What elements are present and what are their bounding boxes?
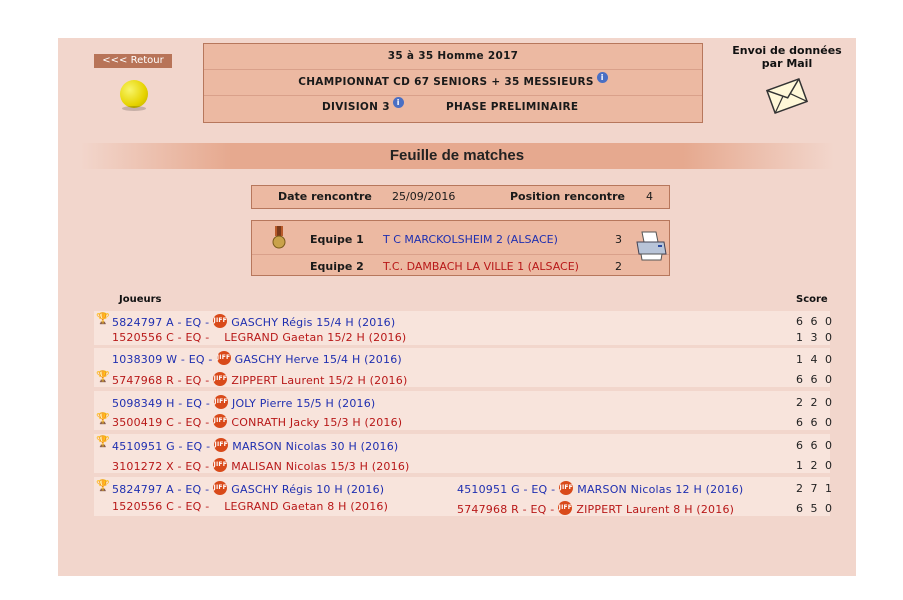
player-2[interactable]: 3500419 C - EQ - JIFF CONRATH Jacky 15/3 H (2016) bbox=[112, 416, 403, 429]
team1-name[interactable]: T C MARCKOLSHEIM 2 (ALSACE) bbox=[383, 233, 558, 246]
trophy-icon: 🏆 bbox=[96, 412, 110, 425]
section-title: Feuille de matches bbox=[80, 143, 834, 169]
score-2: 6 6 0 bbox=[796, 416, 834, 429]
date-value: 25/09/2016 bbox=[392, 190, 456, 203]
trophy-icon: 🏆 bbox=[96, 370, 110, 383]
team1-label: Equipe 1 bbox=[310, 233, 364, 246]
team1-score: 3 bbox=[615, 233, 622, 246]
teams-box bbox=[251, 220, 670, 276]
date-label: Date rencontre bbox=[278, 190, 372, 203]
score-2: 1 3 0 bbox=[796, 331, 834, 344]
player-1[interactable]: 4510951 G - EQ - JIFF MARSON Nicolas 30 H (2016) bbox=[112, 440, 399, 453]
division-label: DIVISION 3 bbox=[322, 101, 390, 113]
player-1[interactable]: 5098349 H - EQ - JIFF JOLY Pierre 15/5 H (2016) bbox=[112, 397, 376, 410]
info-icon[interactable]: i bbox=[597, 72, 608, 83]
phase-label: PHASE PRELIMINAIRE bbox=[446, 101, 579, 113]
double-team1-player1[interactable]: 5824797 A - EQ - JIFF GASCHY Régis 10 H (2016) bbox=[112, 483, 385, 496]
club-badge-icon: JIFF bbox=[217, 351, 231, 365]
trophy-icon: 🏆 bbox=[96, 435, 110, 448]
score-2: 1 2 0 bbox=[796, 459, 834, 472]
position-value: 4 bbox=[646, 190, 653, 203]
trophy-icon: 🏆 bbox=[96, 479, 110, 492]
double-team2-player1[interactable]: 1520556 C - EQ - LEGRAND Gaetan 8 H (2016) bbox=[112, 500, 389, 513]
club-badge-icon: JIFF bbox=[214, 395, 228, 409]
player-2[interactable]: 3101272 X - EQ - JIFF MALISAN Nicolas 15/3 H (2016) bbox=[112, 460, 410, 473]
club-badge-icon: JIFF bbox=[213, 481, 227, 495]
trophy-icon: 🏆 bbox=[96, 312, 110, 325]
score-2: 6 6 0 bbox=[796, 373, 834, 386]
club-badge-icon: JIFF bbox=[213, 314, 227, 328]
envelope-icon[interactable] bbox=[764, 76, 810, 116]
club-badge-icon: JIFF bbox=[213, 414, 227, 428]
player-2[interactable]: 5747968 R - EQ - JIFF ZIPPERT Laurent 15/2 H (2016) bbox=[112, 374, 408, 387]
double-team1-player2[interactable]: 4510951 G - EQ - JIFF MARSON Nicolas 12 H (2016) bbox=[457, 483, 744, 496]
score-1: 6 6 0 bbox=[796, 439, 834, 452]
medal-icon bbox=[272, 226, 286, 250]
championship-name: CHAMPIONNAT CD 67 SENIORS + 35 MESSIEURS bbox=[298, 76, 594, 88]
club-badge-icon: JIFF bbox=[213, 372, 227, 386]
team2-label: Equipe 2 bbox=[310, 260, 364, 273]
info-icon[interactable]: i bbox=[393, 97, 404, 108]
score-column-header: Score bbox=[796, 294, 828, 305]
championship-label bbox=[204, 73, 702, 88]
club-badge-icon: JIFF bbox=[559, 481, 573, 495]
club-badge-icon: JIFF bbox=[558, 501, 572, 515]
score-1: 2 7 1 bbox=[796, 482, 834, 495]
tennis-ball-icon bbox=[120, 80, 148, 108]
back-button[interactable]: <<< Retour bbox=[94, 54, 172, 68]
players-column-header: Joueurs bbox=[119, 294, 162, 305]
team2-name[interactable]: T.C. DAMBACH LA VILLE 1 (ALSACE) bbox=[383, 260, 579, 273]
double-team2-player2[interactable]: 5747968 R - EQ - JIFF ZIPPERT Laurent 8 H (2016) bbox=[457, 503, 735, 516]
score-1: 6 6 0 bbox=[796, 315, 834, 328]
meeting-info-box bbox=[251, 185, 670, 209]
competition-header bbox=[203, 43, 703, 123]
competition-title: 35 à 35 Homme 2017 bbox=[387, 50, 519, 62]
printer-icon[interactable] bbox=[634, 230, 668, 262]
position-label: Position rencontre bbox=[510, 190, 625, 203]
player-1[interactable]: 1038309 W - EQ - JIFF GASCHY Herve 15/4 H (2016) bbox=[112, 353, 402, 366]
club-badge-icon: JIFF bbox=[214, 438, 228, 452]
mail-export-label[interactable]: Envoi de données par Mail bbox=[732, 44, 842, 70]
score-1: 1 4 0 bbox=[796, 353, 834, 366]
club-badge-icon: JIFF bbox=[213, 458, 227, 472]
score-2: 6 5 0 bbox=[796, 502, 834, 515]
player-1[interactable]: 5824797 A - EQ - JIFF GASCHY Régis 15/4 H (2016) bbox=[112, 316, 396, 329]
score-1: 2 2 0 bbox=[796, 396, 834, 409]
team2-score: 2 bbox=[615, 260, 622, 273]
player-2[interactable]: 1520556 C - EQ - LEGRAND Gaetan 15/2 H (2016) bbox=[112, 331, 407, 344]
